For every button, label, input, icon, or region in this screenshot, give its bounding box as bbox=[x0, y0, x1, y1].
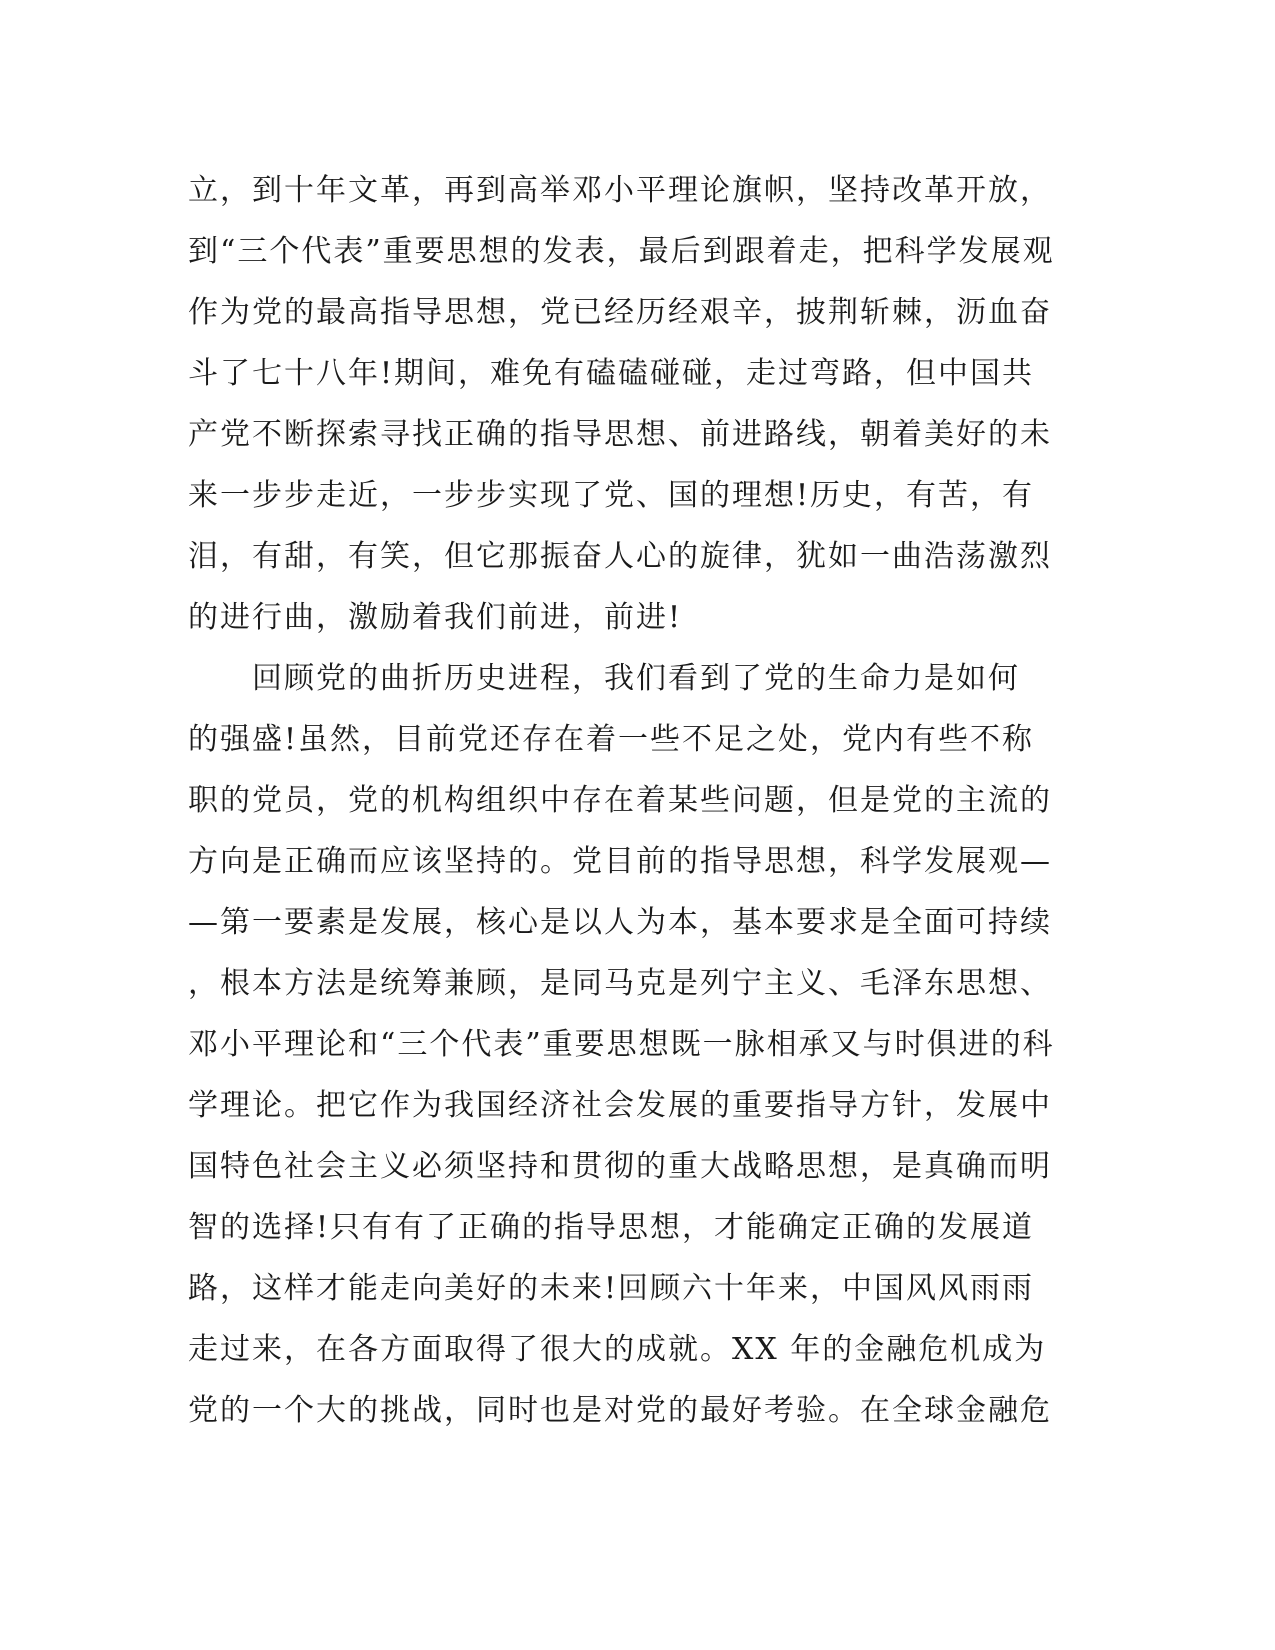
text-line: 方向是正确而应该坚持的。党目前的指导思想，科学发展观— bbox=[188, 844, 1052, 879]
text-line: 泪，有甜，有笑，但它那振奋人心的旋律，犹如一曲浩荡激烈 bbox=[188, 539, 1052, 574]
text-line: 产党不断探索寻找正确的指导思想、前进路线，朝着美好的未 bbox=[188, 417, 1052, 452]
text-line: 作为党的最高指导思想，党已经历经艰辛，披荆斩棘，沥血奋 bbox=[188, 295, 1052, 330]
text-line: 党的一个大的挑战，同时也是对党的最好考验。在全球金融危 bbox=[188, 1393, 1052, 1428]
text-line: 智的选择!只有有了正确的指导思想，才能确定正确的发展道 bbox=[188, 1210, 1035, 1245]
text-line: 学理论。把它作为我国经济社会发展的重要指导方针，发展中 bbox=[188, 1088, 1052, 1123]
text-line: 走过来，在各方面取得了很大的成就。XX 年的金融危机成为 bbox=[188, 1332, 1047, 1367]
text-line: 斗了七十八年!期间，难免有磕磕碰碰，走过弯路，但中国共 bbox=[188, 356, 1035, 391]
text-line: —第一要素是发展，核心是以人为本，基本要求是全面可持续 bbox=[188, 905, 1052, 940]
text-line: 的强盛!虽然，目前党还存在着一些不足之处，党内有些不称 bbox=[188, 722, 1035, 757]
text-line: 的进行曲，激励着我们前进，前进! bbox=[188, 600, 683, 635]
text-line: 邓小平理论和“三个代表”重要思想既一脉相承又与时俱进的科 bbox=[188, 1027, 1055, 1062]
text-line: 路，这样才能走向美好的未来!回顾六十年来，中国风风雨雨 bbox=[188, 1271, 1035, 1306]
text-line: 立，到十年文革，再到高举邓小平理论旗帜，坚持改革开放， bbox=[188, 173, 1052, 208]
text-line: 回顾党的曲折历史进程，我们看到了党的生命力是如何 bbox=[188, 661, 1020, 696]
text-line: 来一步步走近，一步步实现了党、国的理想!历史，有苦，有 bbox=[188, 478, 1035, 513]
text-line: 国特色社会主义必须坚持和贯彻的重大战略思想，是真确而明 bbox=[188, 1149, 1052, 1184]
text-line: ，根本方法是统筹兼顾，是同马克是列宁主义、毛泽东思想、 bbox=[188, 966, 1052, 1001]
text-line: 到“三个代表”重要思想的发表，最后到跟着走，把科学发展观 bbox=[188, 234, 1055, 269]
text-line: 职的党员，党的机构组织中存在着某些问题，但是党的主流的 bbox=[188, 783, 1052, 818]
body-text bbox=[188, 160, 1078, 1441]
